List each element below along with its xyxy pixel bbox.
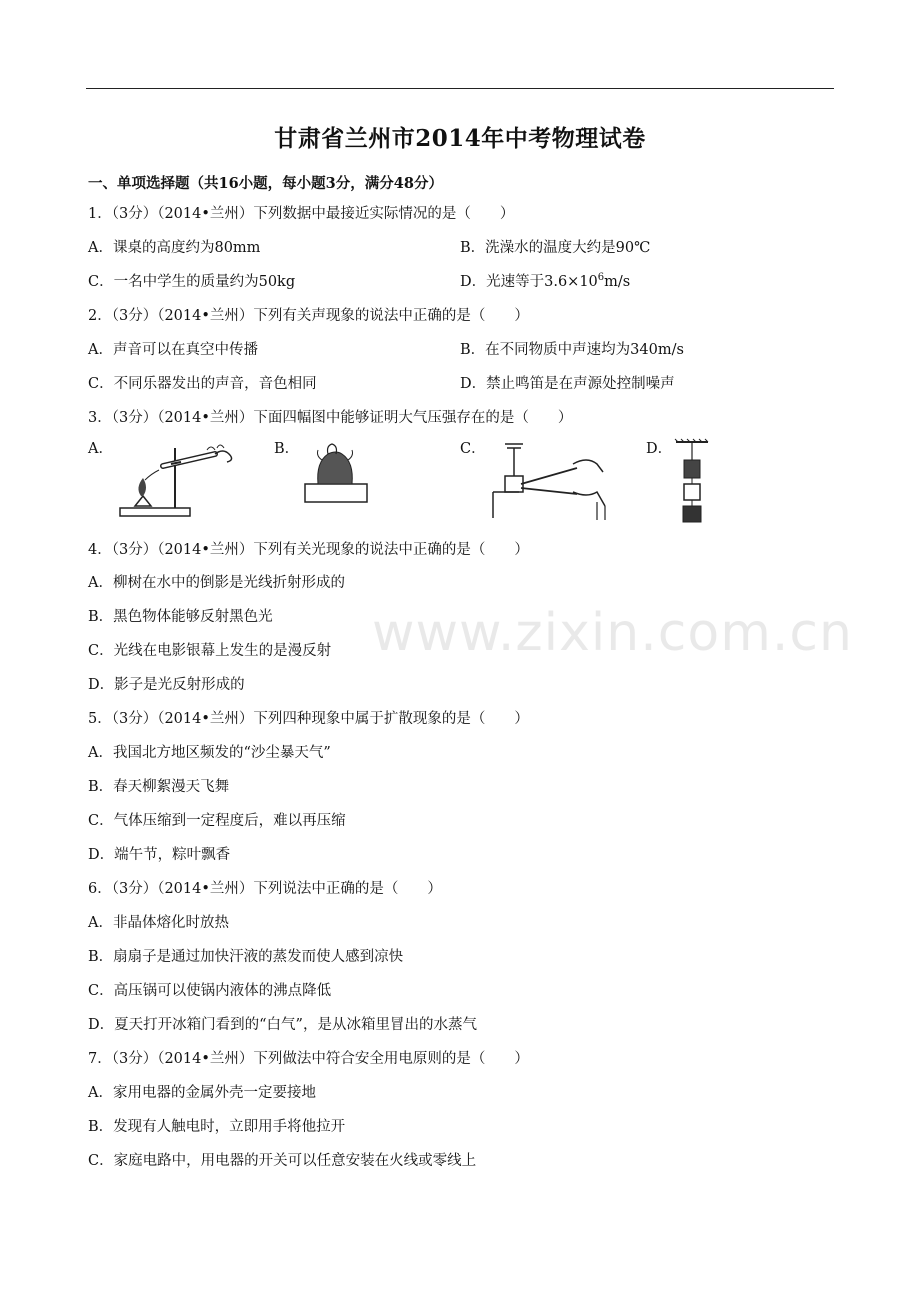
question-4-stem: 4．（3分）（2014•兰州）下列有关光现象的说法中正确的是（ ）: [88, 542, 529, 558]
figure-d-hanging-weights: [672, 438, 712, 524]
question-2-stem: 2．（3分）（2014•兰州）下列有关声现象的说法中正确的是（ ）: [88, 308, 529, 324]
section-heading: 一、单项选择题（共16小题，每小题3分，满分48分）: [88, 175, 443, 192]
q2-option-a: A．声音可以在真空中传播: [88, 342, 258, 358]
q5-option-b: B．春天柳絮漫天飞舞: [88, 779, 230, 795]
question-3-stem: 3．（3分）（2014•兰州）下面四幅图中能够证明大气压强存在的是（ ）: [88, 410, 573, 426]
question-6-stem: 6．（3分）（2014•兰州）下列说法中正确的是（ ）: [88, 881, 442, 897]
q2-option-b: B．在不同物质中声速均为340m/s: [460, 342, 684, 358]
q3-label-a: A．: [88, 441, 113, 457]
q6-option-a: A．非晶体熔化时放热: [88, 915, 229, 931]
q1-option-d: D．光速等于$3.6\times 10^6m/s$: [460, 272, 631, 290]
q4-option-c: C．光线在电影银幕上发生的是漫反射: [88, 643, 332, 659]
q5-option-a: A．我国北方地区频发的“沙尘暴天气”: [88, 745, 331, 761]
q2-option-c: C．不同乐器发出的声音，音色相同: [88, 376, 317, 392]
question-1-stem: 1．（3分）（2014•兰州）下列数据中最接近实际情况的是（ ）: [88, 206, 515, 222]
header-rule: [86, 88, 834, 89]
figure-a-test-tube-heating: [115, 440, 245, 520]
q3-label-b: B．: [274, 441, 300, 457]
q3-label-c: C．: [460, 441, 486, 457]
q7-option-a: A．家用电器的金属外壳一定要接地: [88, 1085, 316, 1101]
question-5-stem: 5．（3分）（2014•兰州）下列四种现象中属于扩散现象的是（ ）: [88, 711, 529, 727]
q5-option-d: D．端午节，粽叶飘香: [88, 847, 231, 863]
q2-option-d: D．禁止鸣笛是在声源处控制噪声: [460, 376, 675, 392]
figure-c-magdeburg-hemispheres: [485, 440, 620, 522]
q5-option-c: C．气体压缩到一定程度后，难以再压缩: [88, 813, 346, 829]
q1-option-a: A．课桌的高度约为80mm: [88, 240, 261, 256]
q6-option-d: D．夏天打开冰箱门看到的“白气”，是从冰箱里冒出的水蒸气: [88, 1017, 477, 1033]
question-7-stem: 7．（3分）（2014•兰州）下列做法中符合安全用电原则的是（ ）: [88, 1051, 529, 1067]
q4-option-d: D．影子是光反射形成的: [88, 677, 245, 693]
q4-option-b: B．黑色物体能够反射黑色光: [88, 609, 273, 625]
q1-option-c: C．一名中学生的质量约为50kg: [88, 274, 296, 290]
q6-option-c: C．高压锅可以使锅内液体的沸点降低: [88, 983, 332, 999]
page-title: 甘肃省兰州市2014年中考物理试卷: [274, 125, 646, 152]
q6-option-b: B．扇扇子是通过加快汗液的蒸发而使人感到凉快: [88, 949, 404, 965]
figure-b-can-on-stand: [300, 440, 375, 506]
q3-label-d: D．: [646, 441, 673, 457]
q7-option-c: C．家庭电路中，用电器的开关可以任意安装在火线或零线上: [88, 1153, 477, 1169]
q7-option-b: B．发现有人触电时，立即用手将他拉开: [88, 1119, 346, 1135]
q1-option-b: B．洗澡水的温度大约是90℃: [460, 240, 651, 256]
watermark: www.zixin.com.cn: [372, 603, 853, 663]
q4-option-a: A．柳树在水中的倒影是光线折射形成的: [88, 575, 345, 591]
